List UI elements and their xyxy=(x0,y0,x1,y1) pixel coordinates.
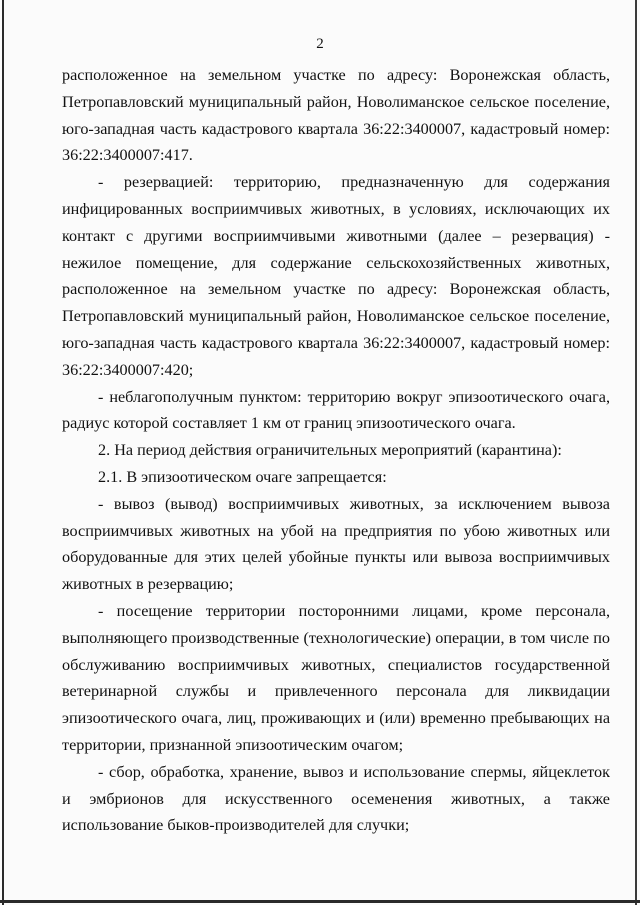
scan-edge-right xyxy=(635,0,637,905)
paragraph-section-2: 2. На период действия ограничительных мероприятий (карантина): xyxy=(98,441,562,460)
paragraph-unfavorable-point: - неблагополучным пунктом: территорию вокруг эпизоотического очага, радиус которой составляет 1 км от границ эпизоотического очага. xyxy=(62,387,610,433)
document-body xyxy=(62,62,610,839)
paragraph-ban-sperm-use: - сбор, обработка, хранение, вывоз и использование спермы, яйцеклеток и эмбрионов для искусственного осеменения животных, а также использование быков-производителей для случки; xyxy=(62,762,610,835)
paragraph-ban-visits: - посещение территории посторонними лицами, кроме персонала, выполняющего производственные (технологические) операции, в том числе по обслуживанию восприимчивых животных, специалистов государственной ветеринарной службы и привлеченного персонала для ликвидации эпизоотического очага, лиц, проживающих и (или) временно пребывающих на территории, признанной эпизоотическим очагом; xyxy=(62,601,610,754)
scan-edge-left xyxy=(2,0,4,905)
paragraph-ban-animal-export: - вывоз (вывод) восприимчивых животных, за исключением вывоза восприимчивых животных на убой на предприятия по убою животных или оборудованные для этих целей убойные пункты или вывоза восприимчивых животных в резервацию; xyxy=(62,494,610,594)
page-number: 2 xyxy=(316,36,324,52)
paragraph-location-417: расположенное на земельном участке по адресу: Воронежская область, Петропавловский муниципальный район, Новолиманское сельское поселение, юго-западная часть кадастрового квартала 36:22:3400007, кадастровый номер: 36:22:3400007:417. xyxy=(62,66,610,165)
paragraph-reservation-definition: - резервацией: территорию, предназначенную для содержания инфицированных восприимчивых животных, в условиях, исключающих их контакт с другими восприимчивыми животными (далее – резервация) - нежилое помещение, для содержание сельскохозяйственных животных, расположенное на земельном участке по адресу: Воронежская область, Петропавловский муниципальный район, Новолиманское сельское поселение, юго-западная часть кадастрового квартала 36:22:3400007, кадастровый номер: 36:22:3400007:420; xyxy=(62,173,610,379)
scan-edge-bottom xyxy=(0,900,640,903)
paragraph-section-2-1: 2.1. В эпизоотическом очаге запрещается: xyxy=(98,467,387,486)
